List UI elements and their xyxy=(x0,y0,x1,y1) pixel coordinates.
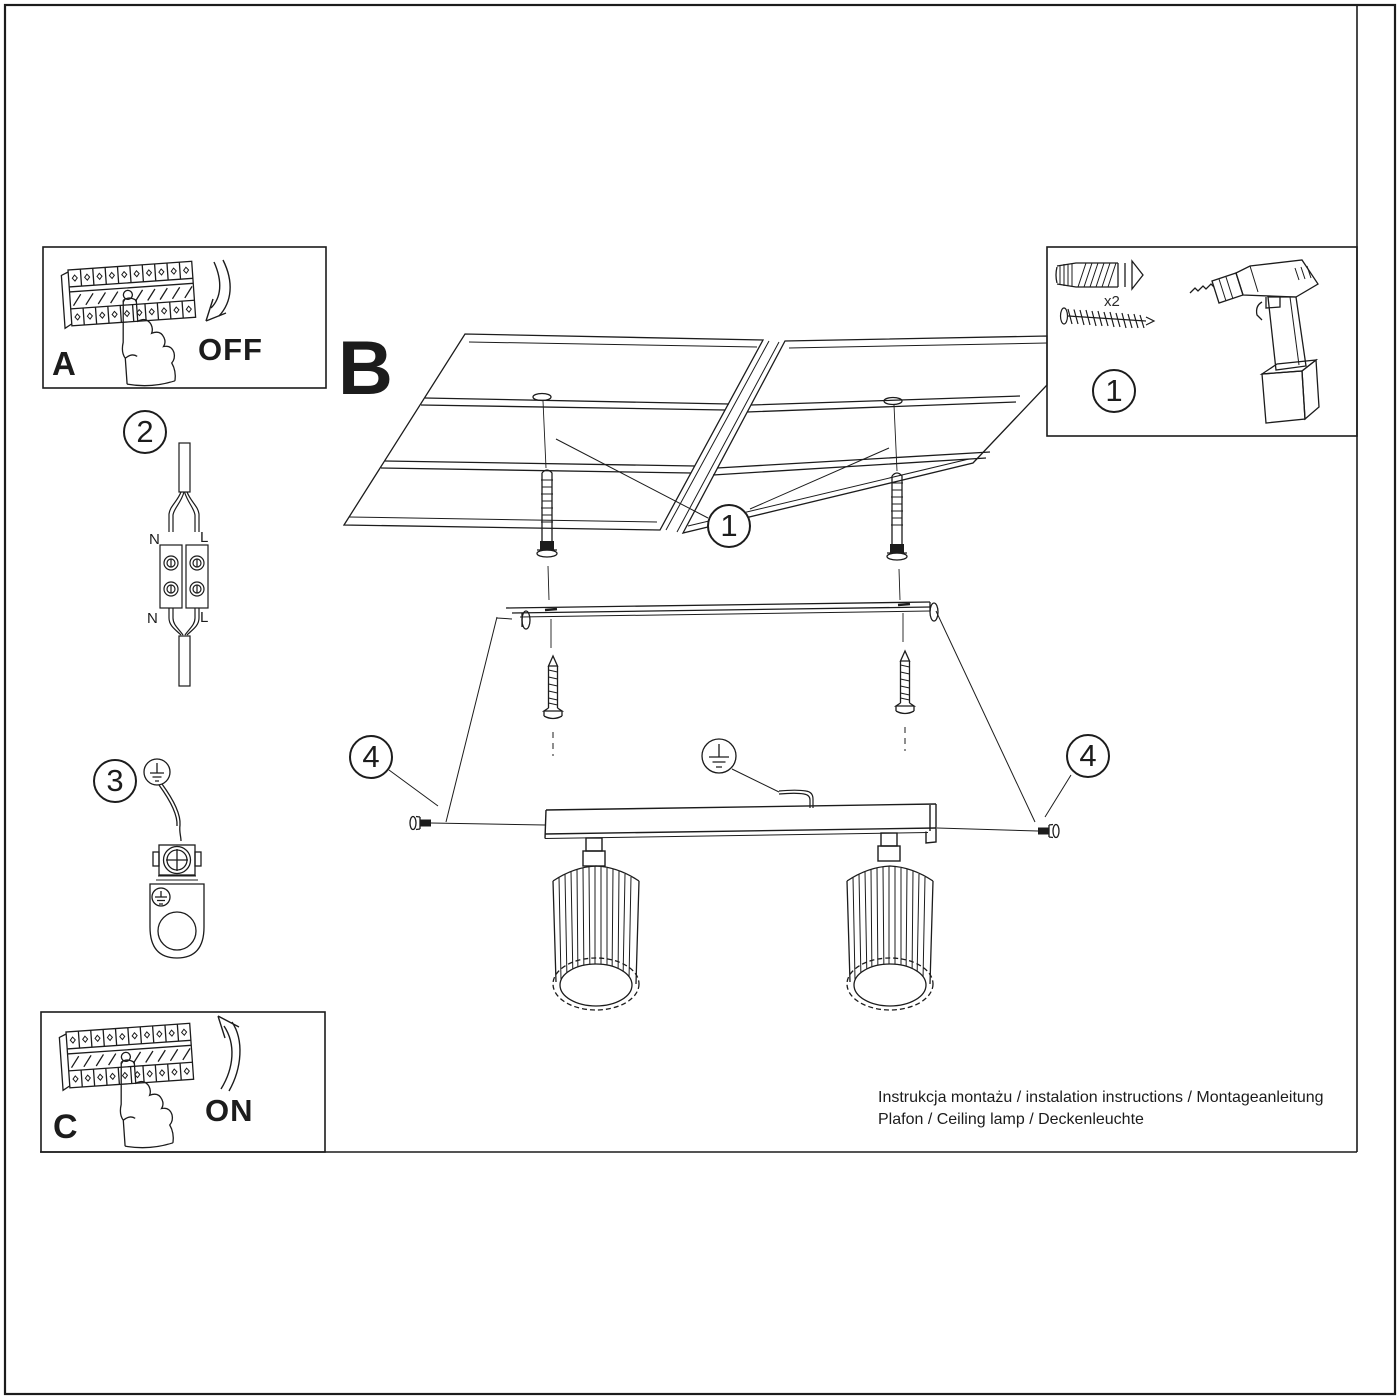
wall-plug-left-drawing xyxy=(537,470,557,557)
alignment-lines-bracket xyxy=(551,613,903,648)
ground-symbol-small-icon xyxy=(152,888,170,906)
ground-symbol-icon xyxy=(144,759,170,785)
ceiling-panels-drawing xyxy=(344,334,1047,533)
mounting-bracket-drawing xyxy=(506,602,938,629)
panel-c-box xyxy=(41,1012,325,1152)
off-state-label: OFF xyxy=(198,332,263,367)
terminal-label-l-bottom: L xyxy=(200,609,209,626)
mounting-screw-right-drawing xyxy=(896,651,914,714)
on-state-label: ON xyxy=(205,1093,254,1128)
terminal-screws xyxy=(164,556,204,596)
drill-drawing xyxy=(1190,260,1319,423)
wire-connector-drawing xyxy=(160,443,208,686)
panel-a-label: A xyxy=(52,345,76,382)
breaker-switch-off-drawing xyxy=(61,261,200,391)
lamp-canopy-drawing xyxy=(545,804,936,866)
quantity-label: x2 xyxy=(1104,293,1120,310)
side-screw-right-drawing xyxy=(1038,825,1059,838)
step-badge-4-left: 4 xyxy=(349,735,393,779)
mounting-screw-left-drawing xyxy=(544,656,562,719)
step-badge-3: 3 xyxy=(93,759,137,803)
step-badge-1-tools: 1 xyxy=(1092,369,1136,413)
wall-plug-horizontal-drawing xyxy=(1056,261,1143,289)
terminal-label-n-bottom: N xyxy=(147,610,158,627)
exploded-view-guides xyxy=(389,611,1071,831)
step-badge-2: 2 xyxy=(123,410,167,454)
on-arrow-icon xyxy=(218,1016,240,1091)
lamp-shade-left-drawing xyxy=(553,866,639,1010)
side-screw-left-drawing xyxy=(410,817,431,830)
ground-terminal-drawing xyxy=(144,759,204,958)
panel-c-label: C xyxy=(53,1108,78,1146)
terminal-label-n-top: N xyxy=(149,531,160,548)
main-view-label: B xyxy=(338,326,393,411)
page-frame xyxy=(5,5,1395,1394)
ceiling-hole-left xyxy=(533,394,551,401)
breaker-switch-on-drawing xyxy=(59,1023,198,1153)
screw-horizontal-drawing xyxy=(1061,308,1155,328)
footer-title-line: Instrukcja montażu / instalation instructions / Montageanleitung xyxy=(878,1089,1324,1106)
ground-symbol-icon-main xyxy=(702,739,813,808)
terminal-label-l-top: L xyxy=(200,529,209,546)
footer-subtitle-line: Plafon / Ceiling lamp / Deckenleuchte xyxy=(878,1111,1144,1128)
lamp-shade-right-drawing xyxy=(847,866,933,1010)
step-badge-4-right: 4 xyxy=(1066,734,1110,778)
wall-plug-right-drawing xyxy=(887,473,907,560)
alignment-lines xyxy=(548,566,900,600)
off-arrow-icon xyxy=(206,260,230,321)
step-badge-1-main: 1 xyxy=(707,504,751,548)
